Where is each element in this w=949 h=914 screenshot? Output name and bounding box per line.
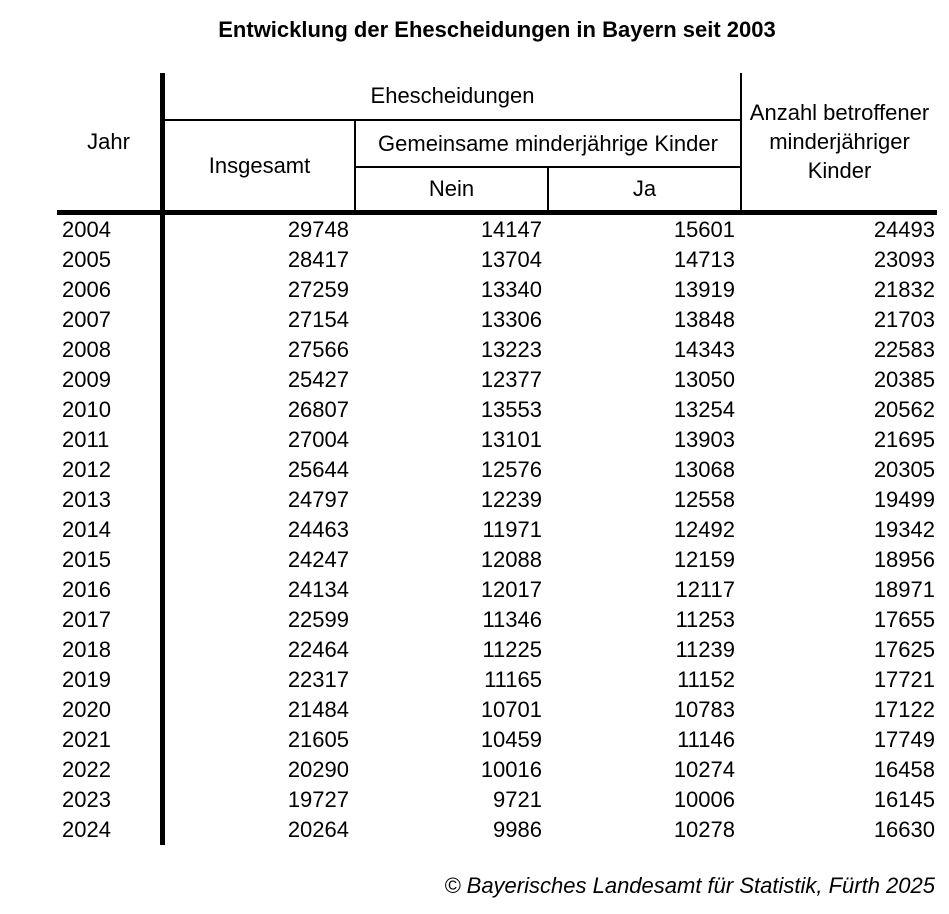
- value-cell: 22599: [287, 607, 349, 632]
- value-cell: 11971: [482, 517, 542, 542]
- value-cell: 24463: [287, 517, 349, 542]
- year-cell: 2016: [57, 575, 165, 605]
- year-cell: 2019: [57, 665, 165, 695]
- col-header-nein: Nein: [354, 168, 547, 210]
- value-cell: 12377: [480, 367, 542, 392]
- value-cell: 20264: [287, 817, 349, 842]
- value-cell: 13068: [673, 457, 735, 482]
- value-cell: 23093: [873, 247, 935, 272]
- value-cell: 10274: [673, 757, 735, 782]
- col-header-anzahl-betroffener-kinder: Anzahl betroffener minderjähriger Kinder: [740, 73, 937, 210]
- year-cell: 2009: [57, 365, 165, 395]
- value-cell: 27259: [287, 277, 349, 302]
- value-cell: 24134: [287, 577, 349, 602]
- value-cell: 13050: [673, 367, 735, 392]
- value-cell: 25644: [287, 457, 349, 482]
- value-cell: 24493: [873, 217, 935, 242]
- year-cell: 2012: [57, 455, 165, 485]
- value-cell: 11146: [677, 727, 735, 752]
- value-cell: 27566: [287, 337, 349, 362]
- value-cell: 13340: [480, 277, 542, 302]
- value-cell: 15601: [673, 217, 735, 242]
- value-cell: 20290: [287, 757, 349, 782]
- col-header-insgesamt: Insgesamt: [208, 152, 311, 178]
- value-cell: 17122: [873, 697, 935, 722]
- value-cell: 12159: [673, 547, 735, 572]
- value-cell: 13848: [673, 307, 735, 332]
- value-cell: 11239: [675, 637, 735, 662]
- value-cell: 25427: [287, 367, 349, 392]
- value-cell: 12558: [673, 487, 735, 512]
- value-cell: 18971: [873, 577, 935, 602]
- table-body: [57, 215, 937, 845]
- value-cell: 14713: [673, 247, 735, 272]
- value-cell: 27004: [287, 427, 349, 452]
- value-cell: 12492: [673, 517, 735, 542]
- value-cell: 13903: [673, 427, 735, 452]
- value-cell: 21832: [873, 277, 935, 302]
- col-group-header-ehescheidungen: Ehescheidungen: [165, 73, 740, 121]
- value-cell: 11253: [675, 607, 735, 632]
- value-cell: 10701: [480, 697, 542, 722]
- value-cell: 11152: [677, 667, 735, 692]
- value-cell: 16458: [873, 757, 935, 782]
- year-cell: 2011: [57, 425, 165, 455]
- table-header: [57, 73, 937, 210]
- value-cell: 24247: [287, 547, 349, 572]
- year-cell: 2008: [57, 335, 165, 365]
- value-cell: 20562: [873, 397, 935, 422]
- value-cell: 10016: [480, 757, 542, 782]
- year-cell: 2017: [57, 605, 165, 635]
- value-cell: 10278: [673, 817, 735, 842]
- value-cell: 12576: [480, 457, 542, 482]
- value-cell: 17749: [873, 727, 935, 752]
- value-cell: 18956: [873, 547, 935, 572]
- value-cell: 10783: [673, 697, 735, 722]
- value-cell: 21695: [873, 427, 935, 452]
- value-cell: 13919: [673, 277, 735, 302]
- value-cell: 28417: [287, 247, 349, 272]
- value-cell: 26807: [287, 397, 349, 422]
- content: [57, 17, 937, 901]
- year-cell: 2020: [57, 695, 165, 725]
- value-cell: 19727: [287, 787, 349, 812]
- value-cell: 16145: [873, 787, 935, 812]
- year-cell: 2007: [57, 305, 165, 335]
- col-header-jahr: Jahr: [57, 73, 165, 210]
- value-cell: 14343: [673, 337, 735, 362]
- value-cell: 9986: [493, 817, 542, 842]
- year-cell: 2013: [57, 485, 165, 515]
- value-cell: 24797: [287, 487, 349, 512]
- value-cell: 17721: [873, 667, 935, 692]
- value-cell: 13306: [480, 307, 542, 332]
- value-cell: 13254: [673, 397, 735, 422]
- value-cell: 21605: [287, 727, 349, 752]
- year-cell: 2023: [57, 785, 165, 815]
- value-cell: 17655: [873, 607, 935, 632]
- year-cell: 2018: [57, 635, 165, 665]
- value-cell: 13553: [480, 397, 542, 422]
- copyright-note: © Bayerisches Landesamt für Statistik, Fürth 2025: [444, 873, 935, 898]
- value-cell: 11225: [482, 637, 542, 662]
- value-cell: 16630: [873, 817, 935, 842]
- value-cell: 12239: [480, 487, 542, 512]
- col-group-header-gemeinsame-kinder: Gemeinsame minderjährige Kinder: [354, 121, 740, 168]
- value-cell: 22317: [287, 667, 349, 692]
- value-cell: 11165: [484, 667, 542, 692]
- value-cell: 13704: [480, 247, 542, 272]
- value-cell: 22583: [873, 337, 935, 362]
- value-cell: 17625: [873, 637, 935, 662]
- value-cell: 12088: [480, 547, 542, 572]
- value-cell: 11346: [482, 607, 542, 632]
- value-cell: 10006: [673, 787, 735, 812]
- value-cell: 29748: [287, 217, 349, 242]
- value-cell: 22464: [287, 637, 349, 662]
- year-cell: 2022: [57, 755, 165, 785]
- value-cell: 19499: [873, 487, 935, 512]
- value-cell: 21484: [287, 697, 349, 722]
- value-cell: 19342: [873, 517, 935, 542]
- year-cell: 2024: [57, 815, 165, 845]
- value-cell: 27154: [287, 307, 349, 332]
- value-cell: 12117: [675, 577, 735, 602]
- year-cell: 2006: [57, 275, 165, 305]
- year-cell: 2015: [57, 545, 165, 575]
- value-cell: 12017: [480, 577, 542, 602]
- value-cell: 21703: [873, 307, 935, 332]
- value-cell: 13101: [480, 427, 542, 452]
- year-cell: 2010: [57, 395, 165, 425]
- year-cell: 2014: [57, 515, 165, 545]
- col-header-ja: Ja: [547, 168, 740, 210]
- value-cell: 20305: [873, 457, 935, 482]
- year-cell: 2021: [57, 725, 165, 755]
- value-cell: 9721: [493, 787, 542, 812]
- value-cell: 20385: [873, 367, 935, 392]
- value-cell: 13223: [480, 337, 542, 362]
- year-cell: 2005: [57, 245, 165, 275]
- year-cell: 2004: [57, 215, 165, 245]
- value-cell: 10459: [480, 727, 542, 752]
- page-title: Entwicklung der Ehescheidungen in Bayern seit 2003: [218, 17, 776, 42]
- value-cell: 14147: [480, 217, 542, 242]
